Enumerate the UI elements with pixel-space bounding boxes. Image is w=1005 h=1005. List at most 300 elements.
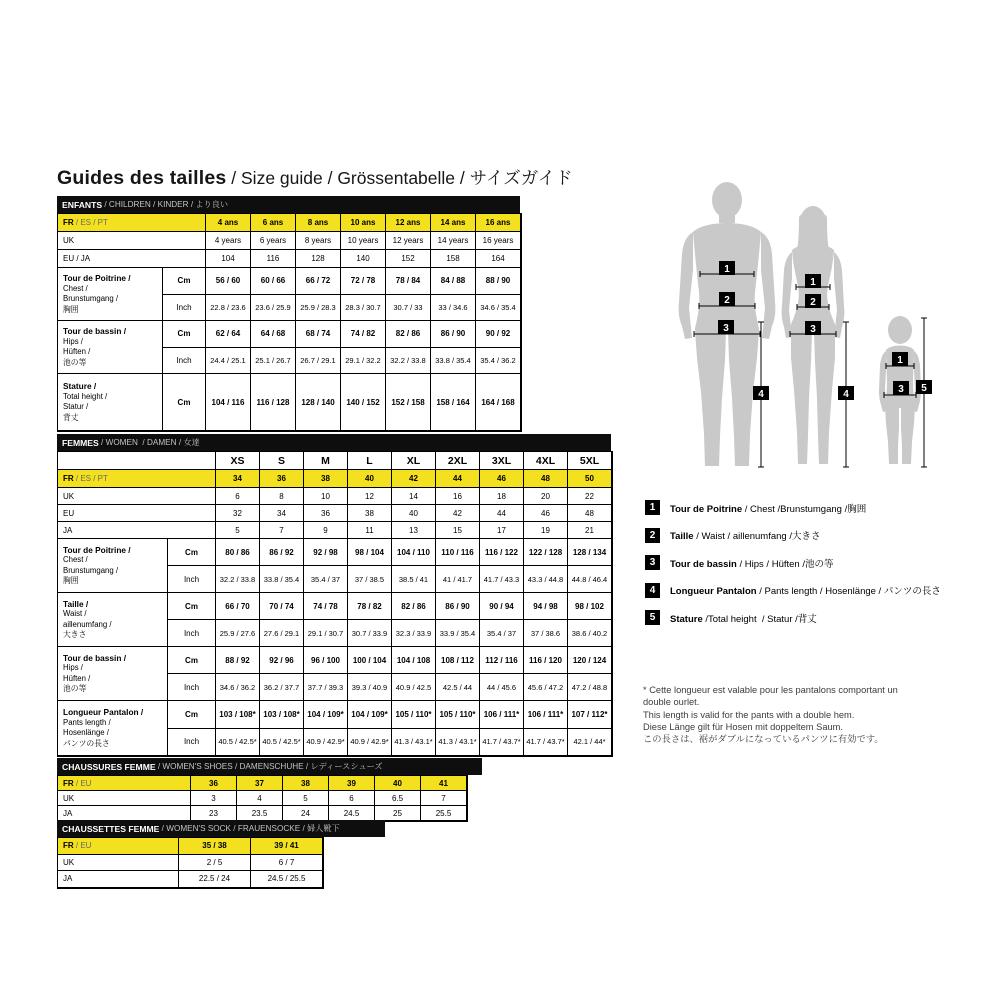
value-cell: 35.4 / 36.2: [476, 348, 521, 375]
label-line: Chest /: [63, 555, 88, 564]
row-label: [58, 701, 168, 756]
value-cell: 116: [251, 250, 296, 268]
value-cell: 80 / 86: [216, 539, 260, 566]
shoes-table: [57, 775, 468, 822]
unit-cell-inch: Inch: [168, 566, 216, 593]
row-label: [58, 374, 163, 431]
size-cell: 8 ans: [296, 214, 341, 232]
value-cell: 44 / 45.6: [480, 674, 524, 701]
row-label: UK: [58, 791, 191, 806]
value-cell: 33.8 / 35.4: [260, 566, 304, 593]
value-cell: 88 / 92: [216, 647, 260, 674]
value-cell: 104: [206, 250, 251, 268]
legend-text-translations: / Waist / aillenumfang /大きさ: [693, 531, 821, 542]
value-cell: 116 / 120: [524, 647, 568, 674]
value-cell: 88 / 90: [476, 268, 521, 295]
enfants-size-row-label: [58, 214, 206, 232]
value-cell: 35.4 / 37: [304, 566, 348, 593]
row-label: UK: [58, 855, 179, 872]
shoes-ja-row: [58, 806, 467, 821]
unit-cell-inch: Inch: [163, 295, 206, 322]
value-cell: 47.2 / 48.8: [568, 674, 612, 701]
size-cell: 6 ans: [251, 214, 296, 232]
value-cell: 8 years: [296, 232, 341, 250]
femmes-sizes-row: [58, 452, 612, 470]
unit-cell-cm: Cm: [168, 647, 216, 674]
value-cell: 60 / 66: [251, 268, 296, 295]
value-cell: 30.7 / 33: [386, 295, 431, 322]
size-cell: 4 ans: [206, 214, 251, 232]
man-pants-length-marker-num: 4: [758, 389, 764, 400]
value-cell: 122 / 128: [524, 539, 568, 566]
value-cell: 103 / 108*: [216, 701, 260, 729]
label-line: Tour de Poitrine /: [63, 544, 131, 555]
legend-text-translations: / Pants length / Hosenlänge / パンツの長さ: [756, 586, 941, 597]
socks-table: [57, 837, 324, 889]
man-waist-marker-num: 2: [724, 295, 730, 306]
value-cell: 64 / 68: [251, 321, 296, 348]
value-cell: 14 years: [431, 232, 476, 250]
label-line: 池の等: [63, 357, 87, 367]
enfants-size-row: [58, 214, 521, 232]
value-cell: 140: [341, 250, 386, 268]
legend-text-translations: / Hips / Hüften /池の等: [736, 558, 834, 570]
value-cell: 42: [392, 470, 436, 488]
label-line: Brunstumgang /: [63, 565, 119, 575]
value-cell: 6 / 7: [251, 855, 323, 872]
value-cell: 7: [260, 522, 304, 539]
value-cell: 152: [386, 250, 431, 268]
man-hips-marker-num: 3: [723, 323, 729, 334]
legend-item: [645, 528, 941, 543]
label-line: Hüften /: [63, 347, 91, 356]
value-cell: 4 years: [206, 232, 251, 250]
value-cell: 9: [304, 522, 348, 539]
row-label: UK: [58, 488, 216, 505]
footnote-line: * Cette longueur est valable pour les pantalons comportant un: [643, 685, 898, 695]
value-cell: 41 / 41.7: [436, 566, 480, 593]
value-cell: 90 / 92: [476, 321, 521, 348]
value-cell: 40.9 / 42.9*: [304, 729, 348, 757]
label-line: 大きさ: [63, 630, 87, 639]
femmes-eu-row: [58, 505, 612, 522]
label-line: Hosenlänge /: [63, 728, 109, 737]
legend-number-badge: 4: [645, 583, 660, 598]
shoes-header-translations: / WOMEN'S SHOES / DAMENSCHUHE / レディースシューズ: [155, 762, 383, 771]
child-stature-marker-num: 5: [921, 383, 927, 394]
value-cell: 41.3 / 43.1*: [392, 729, 436, 757]
value-cell: 13: [392, 522, 436, 539]
enfants-header-bar: [57, 196, 520, 213]
value-cell: 44: [480, 505, 524, 522]
value-cell: 24.5: [329, 806, 375, 821]
legend-text-main: Longueur Pantalon: [670, 586, 757, 597]
value-cell: 42.1 / 44*: [568, 729, 612, 757]
value-cell: 39: [329, 776, 375, 791]
value-cell: 40.5 / 42.5*: [216, 729, 260, 757]
size-cell: XL: [392, 452, 436, 470]
femmes-header-bar: [57, 434, 611, 451]
value-cell: 39.3 / 40.9: [348, 674, 392, 701]
value-cell: 36: [260, 470, 304, 488]
value-cell: 34.6 / 35.4: [476, 295, 521, 322]
label-line: Chest /: [63, 283, 88, 293]
legend-text-main: Stature: [670, 613, 703, 625]
label-line: 胸囲: [63, 304, 79, 314]
value-cell: 33.8 / 35.4: [431, 348, 476, 375]
value-cell: 46: [524, 505, 568, 522]
value-cell: 17: [480, 522, 524, 539]
unit-cell-inch: Inch: [163, 348, 206, 375]
woman-pants-length-marker-num: 4: [843, 389, 849, 400]
row-label: [58, 593, 168, 647]
value-cell: 34.6 / 36.2: [216, 674, 260, 701]
value-cell: 29.1 / 30.7: [304, 620, 348, 647]
value-cell: 106 / 111*: [480, 701, 524, 729]
value-cell: 104 / 110: [392, 539, 436, 566]
size-label-rest: / ES / PT: [73, 218, 108, 227]
value-cell: 41.7 / 43.3: [480, 566, 524, 593]
size-cell: M: [304, 452, 348, 470]
value-cell: 6: [216, 488, 260, 505]
legend-text: [670, 528, 820, 542]
page-title-main: Guides des tailles: [57, 167, 227, 189]
value-cell: 68 / 74: [296, 321, 341, 348]
value-cell: 40.9 / 42.9*: [348, 729, 392, 757]
label-line: 池の等: [63, 684, 87, 693]
value-cell: 34: [260, 505, 304, 522]
value-cell: 38: [348, 505, 392, 522]
value-cell: 40: [392, 505, 436, 522]
value-cell: 5: [216, 522, 260, 539]
size-cell: 3XL: [480, 452, 524, 470]
value-cell: 16 years: [476, 232, 521, 250]
value-cell: 38: [283, 776, 329, 791]
value-cell: 45.6 / 47.2: [524, 674, 568, 701]
value-cell: 36: [191, 776, 237, 791]
value-cell: 107 / 112*: [568, 701, 612, 729]
row-label: JA: [58, 806, 191, 821]
row-label: [58, 647, 168, 701]
value-cell: 82 / 86: [392, 593, 436, 620]
value-cell: 38: [304, 470, 348, 488]
unit-cell-inch: Inch: [168, 674, 216, 701]
size-cell: 2XL: [436, 452, 480, 470]
value-cell: 29.1 / 32.2: [341, 348, 386, 375]
unit-cell-cm: Cm: [163, 321, 206, 348]
legend-text: [670, 611, 817, 625]
value-cell: 62 / 64: [206, 321, 251, 348]
value-cell: 23.5: [237, 806, 283, 821]
unit-cell-cm: Cm: [163, 268, 206, 295]
value-cell: 39 / 41: [251, 838, 323, 855]
size-cell: S: [260, 452, 304, 470]
value-cell: 2 / 5: [179, 855, 251, 872]
value-cell: 36.2 / 37.7: [260, 674, 304, 701]
label-line: Waist /: [63, 609, 87, 618]
value-cell: 100 / 104: [348, 647, 392, 674]
footnote-line: This length is valid for the pants with a double hem.: [643, 709, 855, 720]
value-cell: 128 / 140: [296, 374, 341, 431]
label-line: Hips /: [63, 336, 83, 346]
shoes-header-title: CHAUSSURES FEMME: [62, 761, 156, 772]
legend-text: [670, 556, 834, 570]
value-cell: 12 years: [386, 232, 431, 250]
value-cell: 84 / 88: [431, 268, 476, 295]
femmes-ja-row: [58, 522, 612, 539]
value-cell: 105 / 110*: [436, 701, 480, 729]
value-cell: 18: [480, 488, 524, 505]
value-cell: 7: [421, 791, 467, 806]
legend-text: [670, 501, 866, 515]
value-cell: 37 / 38.6: [524, 620, 568, 647]
enfants-header-title: ENFANTS: [62, 199, 103, 210]
row-label: EU / JA: [58, 250, 206, 268]
label-line: Stature /: [63, 381, 97, 391]
size-cell: 16 ans: [476, 214, 521, 232]
unit-cell-inch: Inch: [168, 729, 216, 757]
value-cell: 98 / 102: [568, 593, 612, 620]
socks-fr-row: [58, 838, 323, 855]
unit-cell-cm: Cm: [163, 374, 206, 431]
label-line: Total height /: [63, 391, 108, 401]
value-cell: 32: [216, 505, 260, 522]
row-label: [58, 539, 168, 593]
value-cell: 104 / 109*: [304, 701, 348, 729]
size-cell: 14 ans: [431, 214, 476, 232]
value-cell: 33 / 34.6: [431, 295, 476, 322]
femmes-uk-row: [58, 488, 612, 505]
enfants-euja-row: [58, 250, 521, 268]
value-cell: 24.4 / 25.1: [206, 348, 251, 375]
value-cell: 158: [431, 250, 476, 268]
legend-text-translations: / Chest /Brunstumgang /胸囲: [742, 503, 867, 515]
pants-length-footnote: [643, 684, 988, 745]
body-measurement-diagram: [655, 170, 955, 482]
value-cell: 110 / 116: [436, 539, 480, 566]
value-cell: 6.5: [375, 791, 421, 806]
value-cell: 19: [524, 522, 568, 539]
size-cell: L: [348, 452, 392, 470]
legend-text-main: Taille: [670, 531, 694, 542]
value-cell: 48: [568, 505, 612, 522]
value-cell: 92 / 96: [260, 647, 304, 674]
size-cell: 4XL: [524, 452, 568, 470]
value-cell: 86 / 92: [260, 539, 304, 566]
femmes-chest-group: [58, 539, 612, 593]
value-cell: 10 years: [341, 232, 386, 250]
legend-number-badge: 3: [645, 555, 660, 570]
value-cell: 25: [375, 806, 421, 821]
value-cell: 5: [283, 791, 329, 806]
femmes-pants-length-group: [58, 701, 612, 756]
shoes-header-bar: [57, 758, 482, 775]
value-cell: 152 / 158: [386, 374, 431, 431]
unit-cell-cm: Cm: [168, 593, 216, 620]
footnote-line: double ourlet.: [643, 697, 700, 708]
value-cell: 104 / 109*: [348, 701, 392, 729]
value-cell: 4: [237, 791, 283, 806]
man-chest-marker-num: 1: [724, 264, 730, 275]
value-cell: 50: [568, 470, 612, 488]
size-label-main: FR: [63, 841, 74, 851]
value-cell: 38.6 / 40.2: [568, 620, 612, 647]
value-cell: 56 / 60: [206, 268, 251, 295]
value-cell: 41: [421, 776, 467, 791]
unit-cell-cm: Cm: [168, 701, 216, 729]
value-cell: 21: [568, 522, 612, 539]
value-cell: 78 / 84: [386, 268, 431, 295]
value-cell: 6: [329, 791, 375, 806]
label-line: Brunstumgang /: [63, 294, 119, 303]
unit-cell-inch: Inch: [168, 620, 216, 647]
label-line: 胸囲: [63, 576, 79, 585]
value-cell: 164: [476, 250, 521, 268]
value-cell: 104 / 116: [206, 374, 251, 431]
value-cell: 40: [375, 776, 421, 791]
child-hips-marker-num: 3: [898, 384, 904, 395]
label-line: Hips /: [63, 663, 83, 672]
value-cell: 66 / 70: [216, 593, 260, 620]
value-cell: 38.5 / 41: [392, 566, 436, 593]
femmes-waist-group: [58, 593, 612, 647]
value-cell: 44: [436, 470, 480, 488]
shoes-fr-row: [58, 776, 467, 791]
row-label: JA: [58, 871, 179, 888]
page-title: [57, 165, 573, 190]
value-cell: 28.3 / 30.7: [341, 295, 386, 322]
size-label-rest: / EU: [73, 778, 92, 788]
value-cell: 15: [436, 522, 480, 539]
value-cell: 41.7 / 43.7*: [480, 729, 524, 757]
shoes-uk-row: [58, 791, 467, 806]
legend-text-translations: /Total height / Statur /背丈: [702, 613, 817, 625]
size-label-rest: / EU: [73, 841, 92, 851]
legend-text-main: Tour de bassin: [670, 558, 737, 570]
footnote-line: Diese Länge gilt für Hosen mit doppeltem Saum.: [643, 721, 843, 732]
footnote-line-japanese: この長さは、裾がダブルになっているパンツに有効です。: [643, 734, 884, 745]
femmes-fr-row-label: [58, 470, 216, 488]
row-label: EU: [58, 505, 216, 522]
value-cell: 20: [524, 488, 568, 505]
value-cell: 72 / 78: [341, 268, 386, 295]
legend-item: [645, 583, 941, 598]
value-cell: 22: [568, 488, 612, 505]
label-line: Tour de bassin /: [63, 326, 127, 336]
socks-fr-row-label: [58, 838, 179, 855]
value-cell: 42.5 / 44: [436, 674, 480, 701]
value-cell: 105 / 110*: [392, 701, 436, 729]
value-cell: 44.8 / 46.4: [568, 566, 612, 593]
row-label: UK: [58, 232, 206, 250]
value-cell: 40.5 / 42.5*: [260, 729, 304, 757]
label-line: Longueur Pantalon /: [63, 707, 144, 717]
value-cell: 36: [304, 505, 348, 522]
value-cell: 48: [524, 470, 568, 488]
woman-hips-marker-num: 3: [810, 324, 816, 335]
value-cell: 25.5: [421, 806, 467, 821]
page-title-translations: / Size guide / Grössentabelle / サイズガイド: [226, 168, 573, 188]
legend-text-main: Tour de Poitrine: [670, 503, 743, 515]
legend-item: [645, 555, 941, 570]
woman-waist-marker-num: 2: [810, 297, 816, 308]
legend-number-badge: 2: [645, 528, 660, 543]
label-line: Statur /: [63, 402, 89, 411]
label-line: Taille /: [63, 598, 89, 609]
value-cell: 74 / 82: [341, 321, 386, 348]
femmes-hips-group: [58, 647, 612, 701]
socks-header-translations: / WOMEN'S SOCK / FRAUENSOCKE / 婦人靴下: [159, 824, 340, 833]
value-cell: 37.7 / 39.3: [304, 674, 348, 701]
label-line: 背丈: [63, 412, 79, 422]
socks-uk-row: [58, 855, 323, 872]
enfants-table: [57, 213, 522, 432]
value-cell: 24.5 / 25.5: [251, 871, 323, 888]
value-cell: 41.3 / 43.1*: [436, 729, 480, 757]
value-cell: 164 / 168: [476, 374, 521, 431]
value-cell: 140 / 152: [341, 374, 386, 431]
legend-number-badge: 1: [645, 500, 660, 515]
label-line: aillenumfang /: [63, 619, 112, 629]
value-cell: 42: [436, 505, 480, 522]
value-cell: 98 / 104: [348, 539, 392, 566]
value-cell: 104 / 108: [392, 647, 436, 674]
value-cell: 40: [348, 470, 392, 488]
value-cell: 96 / 100: [304, 647, 348, 674]
measurement-legend: [645, 500, 941, 638]
femmes-header-title: FEMMES: [62, 437, 99, 448]
value-cell: 16: [436, 488, 480, 505]
socks-ja-row: [58, 871, 323, 888]
value-cell: 32.2 / 33.8: [216, 566, 260, 593]
value-cell: 27.6 / 29.1: [260, 620, 304, 647]
value-cell: 6 years: [251, 232, 296, 250]
value-cell: 33.9 / 35.4: [436, 620, 480, 647]
unit-cell-cm: Cm: [168, 539, 216, 566]
value-cell: 32.2 / 33.8: [386, 348, 431, 375]
socks-header-title: CHAUSSETTES FEMME: [62, 823, 160, 834]
value-cell: 34: [216, 470, 260, 488]
value-cell: 22.8 / 23.6: [206, 295, 251, 322]
child-chest-marker-num: 1: [897, 355, 903, 366]
legend-item: [645, 500, 941, 515]
value-cell: 25.9 / 28.3: [296, 295, 341, 322]
femmes-table: [57, 451, 613, 757]
value-cell: 41.7 / 43.7*: [524, 729, 568, 757]
value-cell: 24: [283, 806, 329, 821]
value-cell: 40.9 / 42.5: [392, 674, 436, 701]
value-cell: 10: [304, 488, 348, 505]
enfants-hips-group: [58, 321, 521, 374]
value-cell: 106 / 111*: [524, 701, 568, 729]
label-line: Hüften /: [63, 673, 91, 683]
size-cell: 10 ans: [341, 214, 386, 232]
value-cell: 23: [191, 806, 237, 821]
value-cell: 35.4 / 37: [480, 620, 524, 647]
value-cell: 116 / 128: [251, 374, 296, 431]
value-cell: 30.7 / 33.9: [348, 620, 392, 647]
value-cell: 128 / 134: [568, 539, 612, 566]
value-cell: 158 / 164: [431, 374, 476, 431]
value-cell: 103 / 108*: [260, 701, 304, 729]
value-cell: 25.1 / 26.7: [251, 348, 296, 375]
value-cell: 8: [260, 488, 304, 505]
value-cell: 90 / 94: [480, 593, 524, 620]
value-cell: 35 / 38: [179, 838, 251, 855]
row-label: JA: [58, 522, 216, 539]
label-line: Pants length /: [63, 717, 111, 727]
size-cell: 5XL: [568, 452, 612, 470]
